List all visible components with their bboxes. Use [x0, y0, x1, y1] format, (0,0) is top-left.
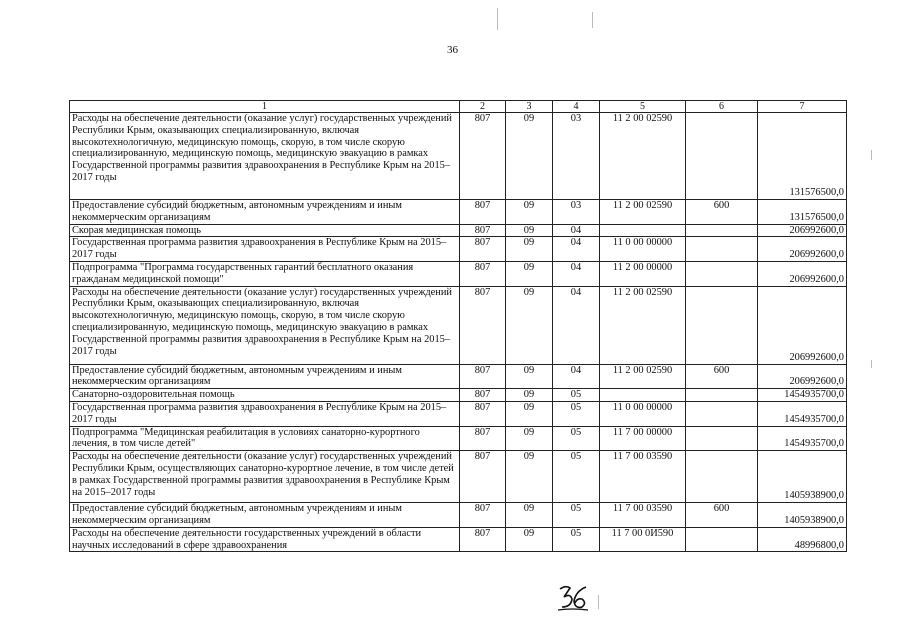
amount-cell: 206992600,0: [758, 364, 847, 389]
column-header: 6: [686, 101, 758, 113]
page-number: 36: [447, 44, 458, 56]
amount-cell: 48996800,0: [758, 527, 847, 552]
table-row: [70, 113, 847, 200]
row-name-cell: Расходы на обеспечение деятельности (оказание услуг) государственных учреждений Республики Крым, оказывающих специализированную, включая высокотехнологичную, медицинскую помощь, скорую, в том числе скорую специализированную, медицинскую помощь, медицинскую эвакуацию в рамках Государственной программы развития здравоохранения в Республике Крым на 2015–2017 годы: [70, 113, 460, 200]
amount-cell: 1405938900,0: [758, 503, 847, 528]
code-target-cell: 11 0 00 00000: [600, 237, 686, 262]
code-target-cell: 11 7 00 0И590: [600, 527, 686, 552]
code-subsection-cell: 05: [553, 401, 600, 426]
column-header: 1: [70, 101, 460, 113]
code-subsection-cell: 04: [553, 364, 600, 389]
row-name-cell: Предоставление субсидий бюджетным, автономным учреждениям и иным некоммерческим организациям: [70, 364, 460, 389]
amount-cell: 206992600,0: [758, 286, 847, 364]
code-subsection-cell: 04: [553, 224, 600, 237]
code-subsection-cell: 04: [553, 286, 600, 364]
code-ministry-cell: 807: [460, 200, 506, 225]
code-ministry-cell: 807: [460, 237, 506, 262]
scan-mark: [871, 150, 872, 160]
code-expense-type-cell: [686, 389, 758, 402]
scan-mark: [598, 595, 599, 609]
code-target-cell: 11 7 00 03590: [600, 503, 686, 528]
code-ministry-cell: 807: [460, 389, 506, 402]
code-section-cell: 09: [506, 426, 553, 451]
code-section-cell: 09: [506, 261, 553, 286]
table-row: [70, 224, 847, 237]
amount-cell: 1454935700,0: [758, 389, 847, 402]
column-header: 7: [758, 101, 847, 113]
table-row: [70, 237, 847, 262]
table-row: [70, 401, 847, 426]
table-row: [70, 527, 847, 552]
column-header: 2: [460, 101, 506, 113]
row-name-cell: Государственная программа развития здравоохранения в Республике Крым на 2015–2017 годы: [70, 401, 460, 426]
code-target-cell: 11 7 00 00000: [600, 426, 686, 451]
code-section-cell: 09: [506, 364, 553, 389]
code-section-cell: 09: [506, 389, 553, 402]
code-subsection-cell: 04: [553, 261, 600, 286]
code-target-cell: 11 2 00 02590: [600, 200, 686, 225]
table-row: [70, 426, 847, 451]
code-expense-type-cell: [686, 401, 758, 426]
code-ministry-cell: 807: [460, 527, 506, 552]
table-row: [70, 286, 847, 364]
row-name-cell: Государственная программа развития здравоохранения в Республике Крым на 2015–2017 годы: [70, 237, 460, 262]
code-expense-type-cell: [686, 237, 758, 262]
amount-cell: 1454935700,0: [758, 401, 847, 426]
code-expense-type-cell: 600: [686, 364, 758, 389]
code-section-cell: 09: [506, 286, 553, 364]
row-name-cell: Расходы на обеспечение деятельности (оказание услуг) государственных учреждений Республики Крым, оказывающих специализированную, включая высокотехнологичную, медицинскую помощь, скорую, в том числе скорую специализированную, медицинскую помощь, медицинскую эвакуацию в рамках Государственной программы развития здравоохранения в Республике Крым на 2015–2017 годы: [70, 286, 460, 364]
scan-mark: [592, 12, 593, 28]
amount-cell: 206992600,0: [758, 261, 847, 286]
code-expense-type-cell: [686, 527, 758, 552]
amount-cell: 1454935700,0: [758, 426, 847, 451]
row-name-cell: Предоставление субсидий бюджетным, автономным учреждениям и иным некоммерческим организациям: [70, 503, 460, 528]
amount-cell: 206992600,0: [758, 224, 847, 237]
table-header-row: [70, 101, 847, 113]
code-expense-type-cell: [686, 286, 758, 364]
code-target-cell: 11 2 00 02590: [600, 286, 686, 364]
table-row: [70, 389, 847, 402]
row-name-cell: Предоставление субсидий бюджетным, автономным учреждениям и иным некоммерческим организациям: [70, 200, 460, 225]
code-ministry-cell: 807: [460, 113, 506, 200]
code-section-cell: 09: [506, 527, 553, 552]
code-ministry-cell: 807: [460, 286, 506, 364]
code-ministry-cell: 807: [460, 224, 506, 237]
code-target-cell: 11 2 00 00000: [600, 261, 686, 286]
amount-cell: 131576500,0: [758, 113, 847, 200]
code-section-cell: 09: [506, 224, 553, 237]
code-ministry-cell: 807: [460, 364, 506, 389]
table-row: [70, 200, 847, 225]
code-subsection-cell: 05: [553, 426, 600, 451]
code-subsection-cell: 04: [553, 237, 600, 262]
code-section-cell: 09: [506, 200, 553, 225]
code-expense-type-cell: [686, 113, 758, 200]
code-section-cell: 09: [506, 451, 553, 503]
code-subsection-cell: 03: [553, 113, 600, 200]
amount-cell: 1405938900,0: [758, 451, 847, 503]
handwritten-signature: [556, 583, 590, 613]
code-expense-type-cell: 600: [686, 503, 758, 528]
scan-mark: [871, 360, 872, 368]
amount-cell: 206992600,0: [758, 237, 847, 262]
table-row: [70, 503, 847, 528]
code-subsection-cell: 05: [553, 389, 600, 402]
code-target-cell: 11 0 00 00000: [600, 401, 686, 426]
code-ministry-cell: 807: [460, 426, 506, 451]
code-ministry-cell: 807: [460, 261, 506, 286]
code-expense-type-cell: 600: [686, 200, 758, 225]
code-target-cell: 11 7 00 03590: [600, 451, 686, 503]
scan-mark: [497, 8, 498, 30]
code-target-cell: 11 2 00 02590: [600, 113, 686, 200]
code-section-cell: 09: [506, 401, 553, 426]
table-row: [70, 261, 847, 286]
budget-table: [69, 100, 847, 552]
code-ministry-cell: 807: [460, 401, 506, 426]
code-target-cell: [600, 389, 686, 402]
column-header: 5: [600, 101, 686, 113]
row-name-cell: Подпрограмма "Медицинская реабилитация в условиях санаторно-курортного лечения, в том числе детей": [70, 426, 460, 451]
code-section-cell: 09: [506, 237, 553, 262]
row-name-cell: Скорая медицинская помощь: [70, 224, 460, 237]
code-target-cell: [600, 224, 686, 237]
code-ministry-cell: 807: [460, 451, 506, 503]
code-target-cell: 11 2 00 02590: [600, 364, 686, 389]
code-expense-type-cell: [686, 261, 758, 286]
column-header: 4: [553, 101, 600, 113]
code-ministry-cell: 807: [460, 503, 506, 528]
row-name-cell: Санаторно-оздоровительная помощь: [70, 389, 460, 402]
row-name-cell: Подпрограмма "Программа государственных гарантий бесплатного оказания гражданам медицинской помощи": [70, 261, 460, 286]
code-subsection-cell: 05: [553, 527, 600, 552]
code-subsection-cell: 05: [553, 451, 600, 503]
code-section-cell: 09: [506, 503, 553, 528]
code-expense-type-cell: [686, 426, 758, 451]
table-row: [70, 451, 847, 503]
column-header: 3: [506, 101, 553, 113]
amount-cell: 131576500,0: [758, 200, 847, 225]
code-subsection-cell: 03: [553, 200, 600, 225]
code-expense-type-cell: [686, 451, 758, 503]
code-expense-type-cell: [686, 224, 758, 237]
row-name-cell: Расходы на обеспечение деятельности государственных учреждений в области научных исследований в сфере здравоохранения: [70, 527, 460, 552]
row-name-cell: Расходы на обеспечение деятельности (оказание услуг) государственных учреждений Республики Крым, осуществляющих санаторно-курортное лечение, в том числе детей в рамках Государственной программы развития здравоохранения в Республике Крым на 2015–2017 годы: [70, 451, 460, 503]
table-row: [70, 364, 847, 389]
code-section-cell: 09: [506, 113, 553, 200]
code-subsection-cell: 05: [553, 503, 600, 528]
